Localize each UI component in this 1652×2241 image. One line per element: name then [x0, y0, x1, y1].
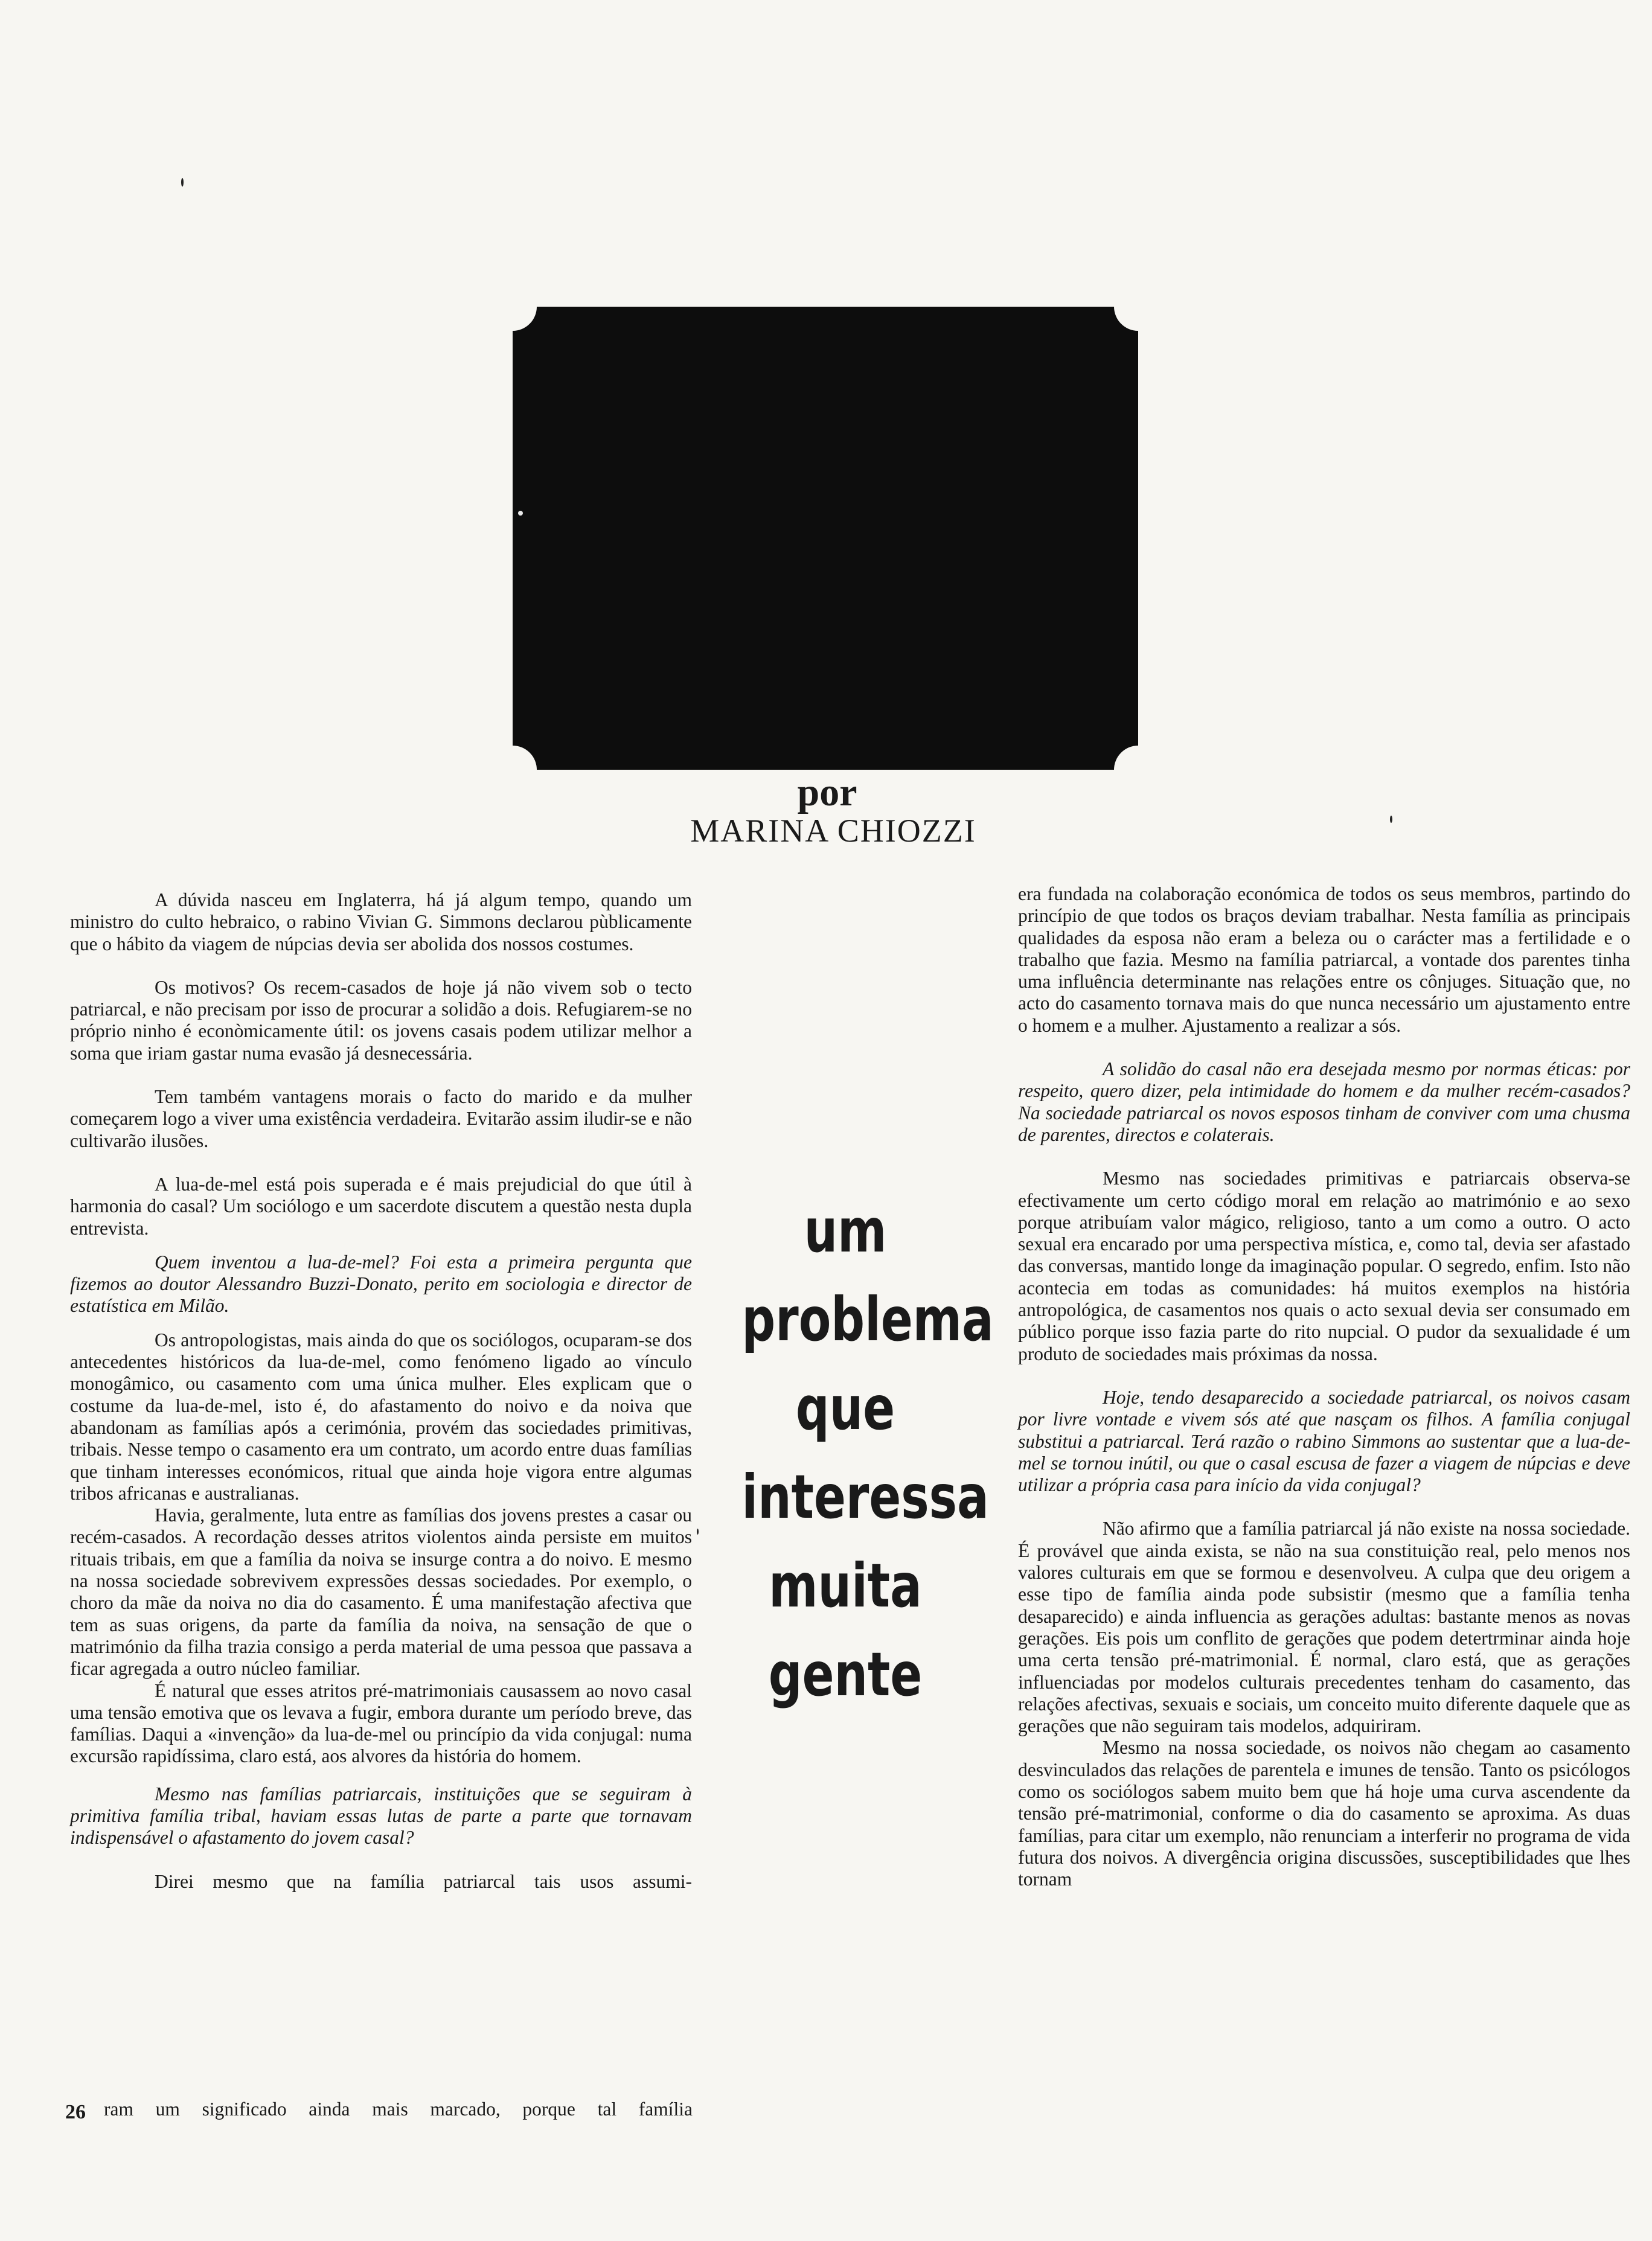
paragraph: Mesmo na nossa sociedade, os noivos não chegam ao casamento desvinculados das relações de parentela e imunes de tensão. Tanto os psicólogos como os sociólogos sabem muito bem que há hoje uma curva ascendente da tensão pré-matrimonial, conforme o dia do casamento se aproxima. As duas famílias, para citar um exemplo, não renunciam a interferir no programa de vida futura dos noivos. A divergência origina discussões, susceptibilidades que lhes tornam [1018, 1737, 1630, 1890]
frame-corner [488, 283, 537, 331]
photo-placeholder [513, 307, 1138, 770]
headline-line: interessa [741, 1462, 989, 1532]
paragraph: É natural que esses atritos pré-matrimoniais causassem ao novo casal uma tensão emotiva que os levava a fugir, embora durante um período breve, das famílias. Daqui a «invenção» da lua-de-mel ou princípio da vida conjugal: numa excursão rapidíssima, claro está, aos alvores da história do homem. [70, 1680, 692, 1767]
paragraph: Não afirmo que a família patriarcal já não existe na nossa sociedade. É provável que ainda exista, se não na sua constituição real, pelo menos nos valores culturais em que se formou e desenvolveu. A culpa que deu origem a esse tipo de família ainda pode subsistir (mesmo que a família tenha desaparecido) e ainda influencia as gerações adultas: bastante menos as novas gerações. Eis pois um conflito de gerações que podem detertrminar ainda hoje uma certa tensão pré-matrimonial. É normal, claro está, que as gerações influenciadas por modelos culturais precedentes tenham do casamento, das relações afectivas, sexuais e sociais, um conceito muito diferente daquele que as gerações que não seguiram tais modelos, adquiriram. [1018, 1518, 1630, 1737]
scan-speck [181, 178, 184, 187]
frame-corner [1114, 283, 1162, 331]
headline-line: gente [768, 1639, 923, 1710]
interview-question: Quem inventou a lua-de-mel? Foi esta a primeira pergunta que fizemos ao doutor Alessandro Buzzi-Donato, perito em sociologia e director de estatística em Milão. [70, 1251, 692, 1317]
paragraph: A dúvida nasceu em Inglaterra, há já algum tempo, quando um ministro do culto hebraico, o rabino Vivian G. Simmons declarou pùblicamente que o hábito da viagem de núpcias devia ser abolida dos nossos costumes. [70, 889, 692, 954]
interview-question: A solidão do casal não era desejada mesmo por normas éticas: por respeito, quero dizer, pela intimidade do homem e da mulher recém-casados? Na sociedade patriarcal os novos esposos tinham de conviver com uma chusma de parentes, directos e colaterais. [1018, 1058, 1630, 1145]
headline-line: um [804, 1195, 887, 1266]
headline-line: muita [769, 1550, 922, 1621]
page-number: 26 [65, 2101, 86, 2123]
frame-corner [488, 746, 537, 794]
paragraph: Havia, geralmente, luta entre as famílias dos jovens prestes a casar ou recém-casados. A recordação desses atritos violentos ainda persiste em muitos rituais tribais, em que a família da noiva se insurge contra a do noivo. E mesmo na nossa sociedade sobrevivem expressões dessas sociedades. Por exemplo, o choro da mãe da noiva no dia do casamento. É uma manifestação afectiva que tem as suas origens, da parte da família da noiva, na sensação de que o matrimónio da filha trazia consigo a perda material de uma pessoa que passava a ficar agregada a outro núcleo familiar. [70, 1504, 692, 1680]
interview-question: Mesmo nas famílias patriarcais, instituições que se seguiram à primitiva família tribal, haviam essas lutas de parte a parte que tornavam indispensável o afastamento do jovem casal? [70, 1783, 692, 1849]
paragraph: Os motivos? Os recem-casados de hoje já não vivem sob o tecto patriarcal, e não precisam por isso de procurar a solidão a dois. Refugiarem-se no próprio ninho é econòmicamente útil: os jovens casais podem utilizar melhor a soma que iriam gastar numa evasão já desnecessária. [70, 976, 692, 1064]
paragraph-continuation: ram um significado ainda mais marcado, porque tal família [104, 2099, 693, 2120]
headline-line: que [795, 1373, 895, 1443]
author-name: MARINA CHIOZZI [690, 813, 976, 849]
paragraph: Mesmo nas sociedades primitivas e patriarcais observa-se efectivamente um certo código moral em relação ao matrimónio e ao sexo porque atribuíam valor mágico, religioso, tanto a um como a outro. O acto sexual era encarado por uma perspectiva mística, e, como tal, devia ser afastado das conversas, mantido longe da imaginação popular. O segredo, enfim. Isto não acontecia em todas as comunidades: há muitos exemplos na história antropológica, de casamentos nos quais o acto sexual devia ser consumado em público porque isso fazia parte do rito nupcial. O pudor da sexualidade é um produto de sociedades mais próximas da nossa. [1018, 1168, 1630, 1364]
scan-speck [518, 511, 523, 516]
paragraph: A lua-de-mel está pois superada e é mais prejudicial do que útil à harmonia do casal? Um sociólogo e um sacerdote discutem a questão nesta dupla entrevista. [70, 1173, 692, 1239]
frame-corner [1114, 746, 1162, 794]
headline [741, 1186, 994, 1719]
paragraph: Os antropologistas, mais ainda do que os sociólogos, ocuparam-se dos antecedentes históricos da lua-de-mel, como fenómeno ligado ao vínculo monogâmico, ou casamento com uma única mulher. Eles explicam que o costume da lua-de-mel, isto é, do afastamento do noivo e da noiva que abandonam as famílias após a cerimónia, provém das sociedades primitivas, tribais. Nesse tempo o casamento era um contrato, um acordo entre duas famílias que tinham interesses económicos, ritual que ainda hoje vigora entre algumas tribos africanas e australianas. [70, 1329, 692, 1504]
scan-speck [1390, 816, 1392, 823]
scan-speck [697, 1529, 699, 1535]
interview-question: Hoje, tendo desaparecido a sociedade patriarcal, os noivos casam por livre vontade e vivem sós até que nasçam os filhos. A família conjugal substitui a patriarcal. Terá razão o rabino Simmons ao sustentar que a lua-de-mel se tornou inútil, ou que o casal escusa de fazer a viagem de núpcias e deve utilizar a própria casa para início da vida conjugal? [1018, 1386, 1630, 1496]
byline-por: por [797, 770, 857, 814]
headline-line: problema [741, 1284, 994, 1355]
paragraph: Tem também vantagens morais o facto do marido e da mulher começarem logo a viver uma existência verdadeira. Evitarão assim iludir-se e não cultivarão ilusões. [70, 1086, 692, 1151]
paragraph: era fundada na colaboração económica de todos os seus membros, partindo do princípio de que todos os braços deviam trabalhar. Nesta família as principais qualidades da esposa não eram a beleza ou o carácter mas a fertilidade e o trabalho que fazia. Mesmo na família patriarcal, a vontade dos parentes tinha uma influência determinante nas relações entre os cônjuges. Situação que, no acto do casamento tornava mais do que nunca necessário um ajustamento entre o homem e a mulher. Ajustamento a realizar a sós. [1018, 883, 1630, 1036]
right-column [1018, 883, 1630, 1890]
paragraph: Direi mesmo que na família patriarcal tais usos assumi- [155, 1870, 692, 1892]
left-column [70, 889, 692, 1893]
